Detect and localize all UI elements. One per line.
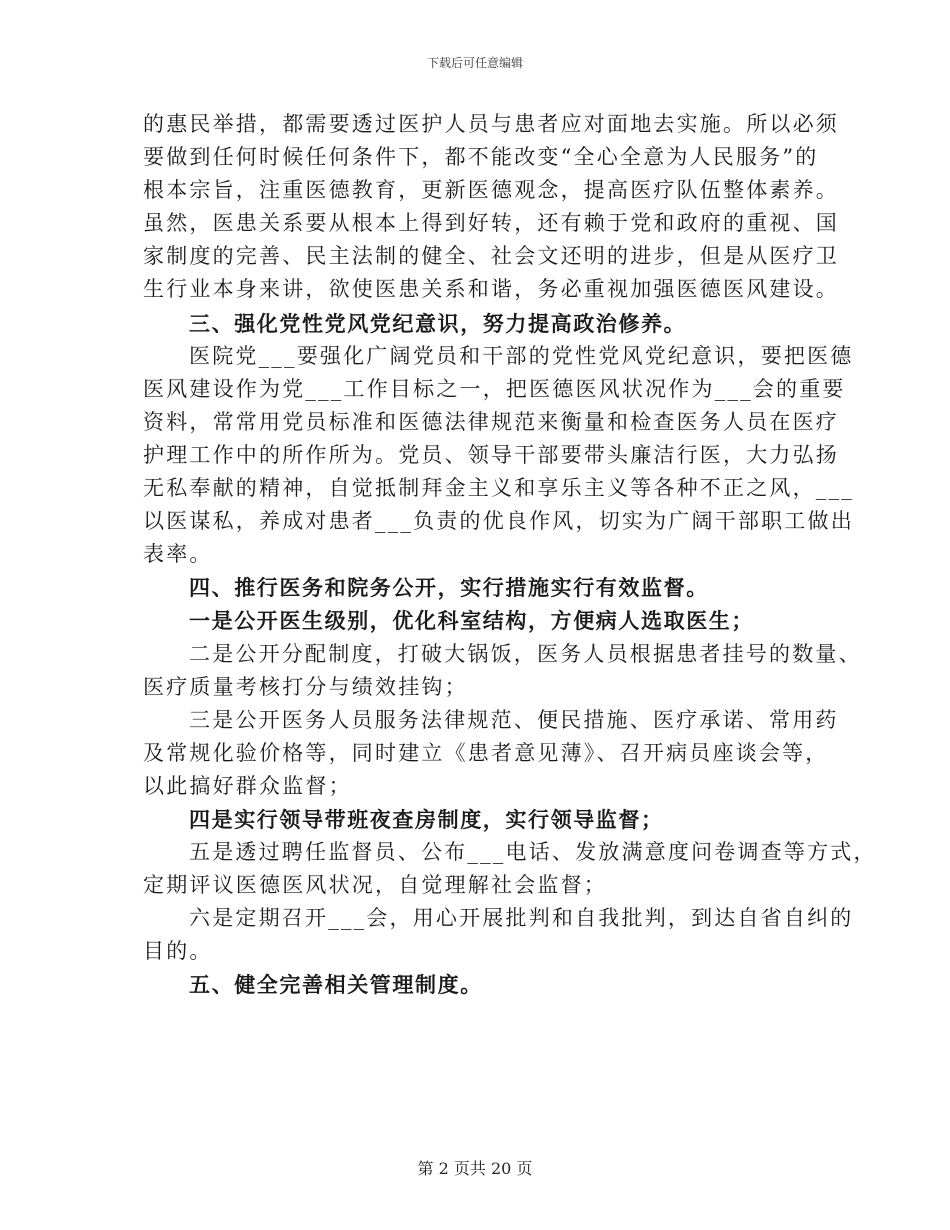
text-line: 资料，常常用党员标准和医德法律规范来衡量和检查医务人员在医疗 (143, 409, 839, 434)
text-line: 根本宗旨，注重医德教育，更新医德观念，提高医疗队伍整体素养。 (143, 178, 839, 203)
text-line: 生行业本身来讲，欲使医患关系和谐，务必重视加强医德医风建设。 (143, 277, 839, 302)
list-item-6 (143, 902, 854, 968)
list-item-3 (143, 704, 839, 803)
text-line: 五是透过聘任监督员、公布___电话、发放满意度问卷调查等方式， (189, 840, 877, 865)
text-line: 医风建设作为党___工作目标之一，把医德医风状况作为___会的重要 (143, 376, 846, 401)
text-line: 要做到任何时候任何条件下，都不能改变“全心全意为人民服务”的 (143, 145, 819, 170)
text-line: 家制度的完善、民主法制的健全、社会文还明的进步，但是从医疗卫 (143, 244, 839, 269)
text-line: 二是公开分配制度，打破大锅饭，医务人员根据患者挂号的数量、 (189, 641, 862, 666)
list-item-5 (143, 836, 877, 902)
text-line: 的惠民举措，都需要透过医护人员与患者应对面地去实施。所以必须 (143, 112, 839, 136)
document-body (143, 108, 877, 1002)
text-line: 医院党___要强化广阔党员和干部的党性党风党纪意识，要把医德 (189, 343, 854, 368)
text-line: 无私奉献的精神，自觉抵制拜金主义和享乐主义等各种不正之风，___ (143, 476, 854, 501)
text-line: 虽然，医患关系要从根本上得到好转，还有赖于党和政府的重视、国 (143, 211, 839, 236)
page-header: 下载后可任意编辑 (426, 56, 523, 70)
section-heading-5: 五、健全完善相关管理制度。 (189, 972, 483, 998)
paragraph-2 (143, 340, 854, 572)
text-line: 及常规化验价格等，同时建立《患者意见薄》、召开病员座谈会等， (143, 740, 829, 765)
list-item-2 (143, 638, 862, 704)
list-item-1: 一是公开医生级别，优化科室结构，方便病人选取医生； (189, 608, 754, 634)
section-heading-3: 三、强化党性党风党纪意识，努力提高政治修养。 (189, 310, 687, 336)
text-line: 定期评议医德医风状况，自觉理解社会监督； (143, 873, 607, 898)
page-footer: 第 2 页共 20 页 (417, 1159, 533, 1178)
section-heading-4: 四、推行医务和院务公开，实行措施实行有效监督。 (189, 575, 709, 601)
text-line: 以医谋私，养成对患者___负责的优良作风，切实为广阔干部职工做出 (143, 509, 854, 534)
text-line: 医疗质量考核打分与绩效挂钩； (143, 674, 468, 699)
text-line: 目的。 (143, 939, 213, 964)
text-line: 以此搞好群众监督； (143, 773, 352, 798)
paragraph-1 (143, 108, 839, 307)
text-line: 三是公开医务人员服务法律规范、便民措施、医疗承诺、常用药 (189, 707, 839, 732)
text-line: 表率。 (143, 542, 213, 567)
list-item-4: 四是实行领导带班夜查房制度，实行领导监督； (189, 806, 664, 832)
text-line: 护理工作中的所作所为。党员、领导干部要带头廉洁行医，大力弘扬 (143, 442, 839, 467)
text-line: 六是定期召开___会，用心开展批判和自我批判，到达自省自纠的 (189, 906, 854, 931)
